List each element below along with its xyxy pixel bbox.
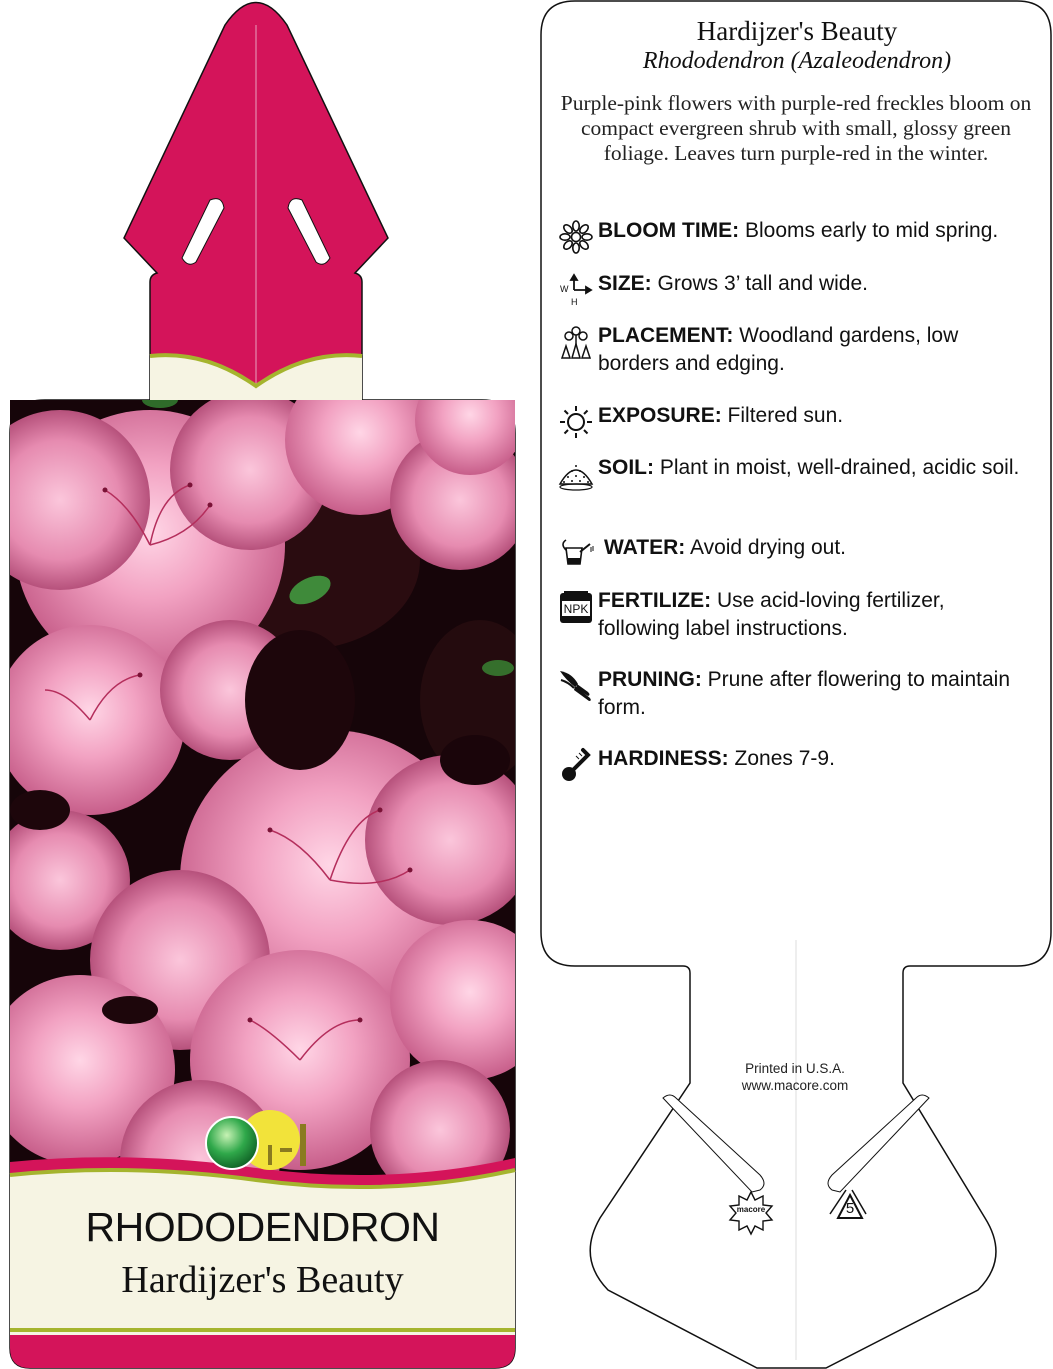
printed-info xyxy=(690,1060,900,1094)
size-label: SIZE: xyxy=(598,272,652,295)
size-value: Grows 3’ tall and wide. xyxy=(651,272,868,295)
watering-can-icon xyxy=(558,536,594,572)
fertilize-value: Use acid-loving fertilizer, following label instructions. xyxy=(598,589,945,640)
info-fertilize xyxy=(558,587,1028,647)
exposure-label: EXPOSURE: xyxy=(598,404,722,427)
soil-value: Plant in moist, well-drained, acidic soil. xyxy=(654,456,1020,479)
placement-value: Woodland gardens, low borders and edging. xyxy=(598,324,959,375)
info-pruning xyxy=(558,666,1028,726)
hardiness-value: Zones 7-9. xyxy=(728,747,835,770)
fertilizer-bag-icon xyxy=(558,589,594,625)
info-soil xyxy=(558,454,1028,514)
soil-label: SOIL: xyxy=(598,456,654,479)
size-icon-h: H xyxy=(571,297,578,307)
info-bloom-time xyxy=(558,217,1028,277)
npk-text: NPK xyxy=(563,602,589,616)
flower-icon xyxy=(558,219,594,255)
bloom-time-value: Blooms early to mid spring. xyxy=(739,219,999,242)
sun-icon xyxy=(558,404,594,440)
printed-in-text: Printed in U.S.A. xyxy=(745,1061,845,1076)
front-cultivar-label: Hardijzer's Beauty xyxy=(121,1259,404,1301)
thermometer-icon xyxy=(558,747,594,783)
pruners-icon xyxy=(558,668,594,704)
plants-icon xyxy=(558,324,594,360)
info-placement xyxy=(558,322,1028,382)
placement-label: PLACEMENT: xyxy=(598,324,734,347)
water-value: Avoid drying out. xyxy=(685,536,846,559)
website-text: www.macore.com xyxy=(741,1078,849,1093)
water-label: WATER: xyxy=(604,536,686,559)
botanical-name: Rhododendron (Azaleodendron) xyxy=(642,48,952,74)
info-exposure xyxy=(558,402,1028,462)
info-water xyxy=(558,534,1028,594)
exposure-value: Filtered sun. xyxy=(721,404,844,427)
hardiness-label: HARDINESS: xyxy=(598,747,729,770)
recycle-number: 5 xyxy=(845,1200,855,1217)
macore-logo-text: macore xyxy=(736,1205,766,1214)
size-icon-w: W xyxy=(560,284,569,294)
fertilize-label: FERTILIZE: xyxy=(598,589,712,612)
size-arrows-icon xyxy=(558,272,594,308)
plant-description: Purple-pink flowers with purple-red freckles bloom on compact evergreen shrub with small, glossy green foliage. Leaves turn purple-red in the winter. xyxy=(560,91,1032,165)
soil-pile-icon xyxy=(558,456,594,492)
info-size xyxy=(558,270,1028,330)
front-genus-label: RHODODENDRON xyxy=(85,1204,440,1250)
back-title: Hardijzer's Beauty xyxy=(696,16,898,46)
info-hardiness xyxy=(558,745,1028,805)
pruning-value: Prune after flowering to maintain form. xyxy=(598,668,1011,719)
bloom-time-label: BLOOM TIME: xyxy=(598,219,740,242)
pruning-label: PRUNING: xyxy=(598,668,702,691)
